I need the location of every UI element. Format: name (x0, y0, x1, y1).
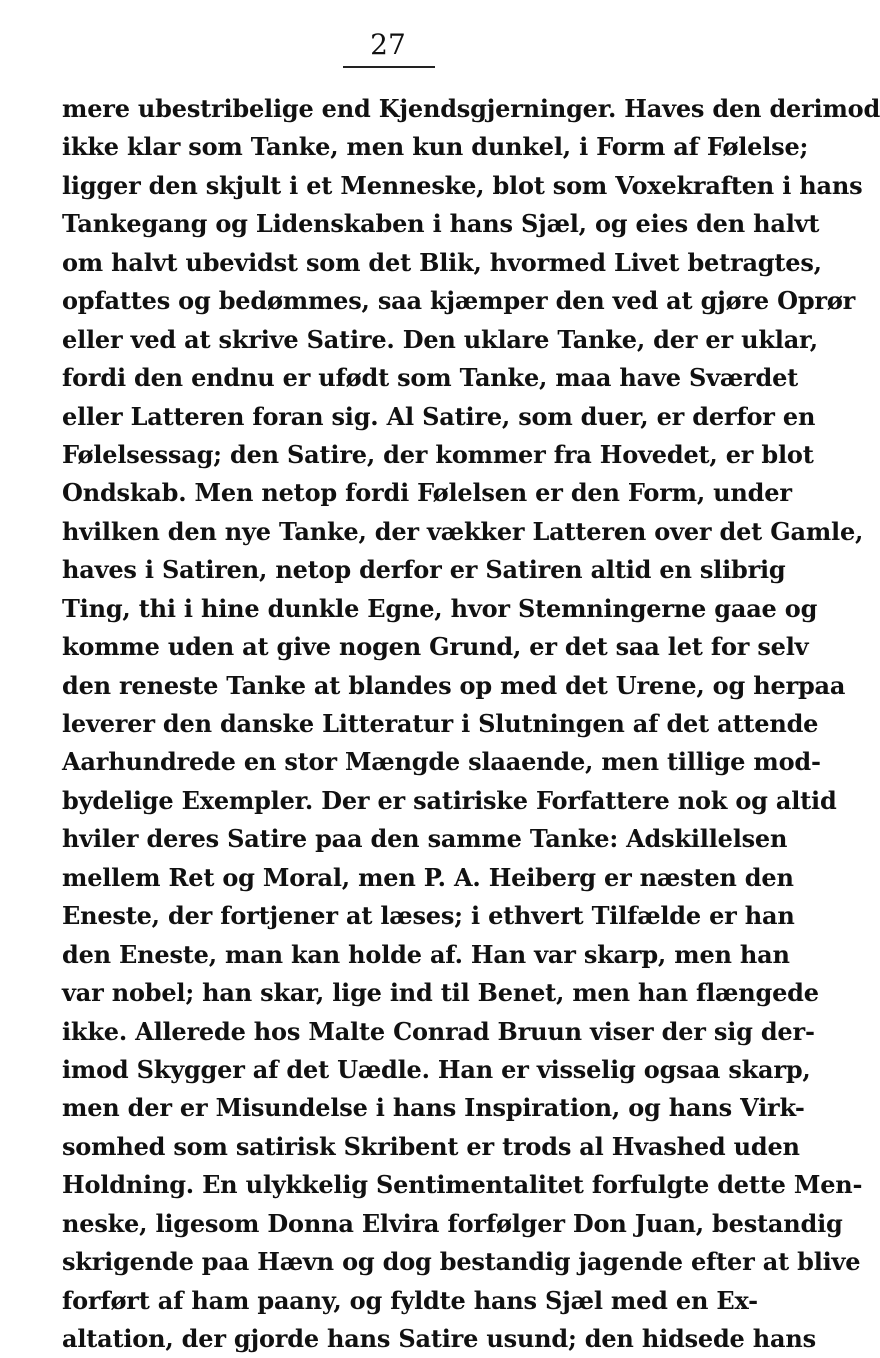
text-line: hvilken den nye Tanke, der vækker Latteren over det Gamle, (62, 516, 864, 546)
text-line: eller Latteren foran sig. Al Satire, som duer, er derfor en (62, 401, 816, 431)
text-line: Eneste, der fortjener at læses; i ethvert Tilfælde er han (62, 901, 795, 931)
text-line: men der er Misundelse i hans Inspiration, og hans Virk- (62, 1093, 805, 1123)
text-line: mellem Ret og Moral, men P. A. Heiberg er næsten den (62, 862, 794, 892)
text-line: bydelige Exempler. Der er satiriske Forfattere nok og altid (62, 785, 837, 815)
text-line: haves i Satiren, netop derfor er Satiren altid en slibrig (62, 555, 786, 585)
text-line: ligger den skjult i et Menneske, blot som Voxekraften i hans (62, 170, 863, 200)
text-line: hviler deres Satire paa den samme Tanke: Adskillelsen (62, 824, 788, 854)
text-line: opfattes og bedømmes, saa kjæmper den ved at gjøre Oprør (62, 286, 856, 316)
text-line: Holdning. En ulykkelig Sentimentalitet forfulgte dette Men- (62, 1170, 863, 1200)
text-line: imod Skygger af det Uædle. Han er visselig ogsaa skarp, (62, 1054, 811, 1084)
text-line: ikke. Allerede hos Malte Conrad Bruun viser der sig der- (62, 1016, 815, 1046)
text-line: altation, der gjorde hans Satire usund; den hidsede hans (62, 1324, 816, 1353)
text-line: skrigende paa Hævn og dog bestandig jagende efter at blive (62, 1247, 861, 1277)
text-line: komme uden at give nogen Grund, er det saa let for selv (62, 632, 809, 662)
text-line: var nobel; han skar, lige ind til Benet, men han flængede (62, 978, 819, 1008)
text-line: den Eneste, man kan holde af. Han var skarp, men han (62, 939, 790, 969)
text-line: fordi den endnu er ufødt som Tanke, maa have Sværdet (62, 363, 799, 393)
text-line: Følelsessag; den Satire, der kommer fra Hovedet, er blot (62, 439, 814, 469)
text-line: Ting, thi i hine dunkle Egne, hvor Stemningerne gaae og (62, 593, 818, 623)
text-line: mere ubestribelige end Kjendsgjerninger. Haves den derimod (62, 94, 880, 123)
page-number: 27 (370, 28, 406, 61)
text-line: eller ved at skrive Satire. Den uklare Tanke, der er uklar, (62, 324, 818, 354)
text-line: den reneste Tanke at blandes op med det Urene, og herpaa (62, 670, 846, 700)
body-text (62, 90, 880, 1358)
text-line: om halvt ubevidst som det Blik, hvormed Livet betragtes, (62, 247, 822, 277)
text-line: forført af ham paany, og fyldte hans Sjæl med en Ex- (62, 1285, 758, 1315)
text-line: neske, ligesom Donna Elvira forfølger Don Juan, bestandig (62, 1208, 843, 1238)
text-line: Aarhundrede en stor Mængde slaaende, men tillige mod- (62, 747, 821, 777)
text-line: Ondskab. Men netop fordi Følelsen er den Form, under (62, 478, 792, 508)
text-line: somhed som satirisk Skribent er trods al Hvashed uden (62, 1131, 800, 1161)
page-number-rule (343, 66, 435, 68)
text-line: leverer den danske Litteratur i Slutningen af det attende (62, 709, 819, 738)
text-line: ikke klar som Tanke, men kun dunkel, i Form af Følelse; (62, 132, 809, 162)
text-line: Tankegang og Lidenskaben i hans Sjæl, og eies den halvt (62, 209, 820, 239)
